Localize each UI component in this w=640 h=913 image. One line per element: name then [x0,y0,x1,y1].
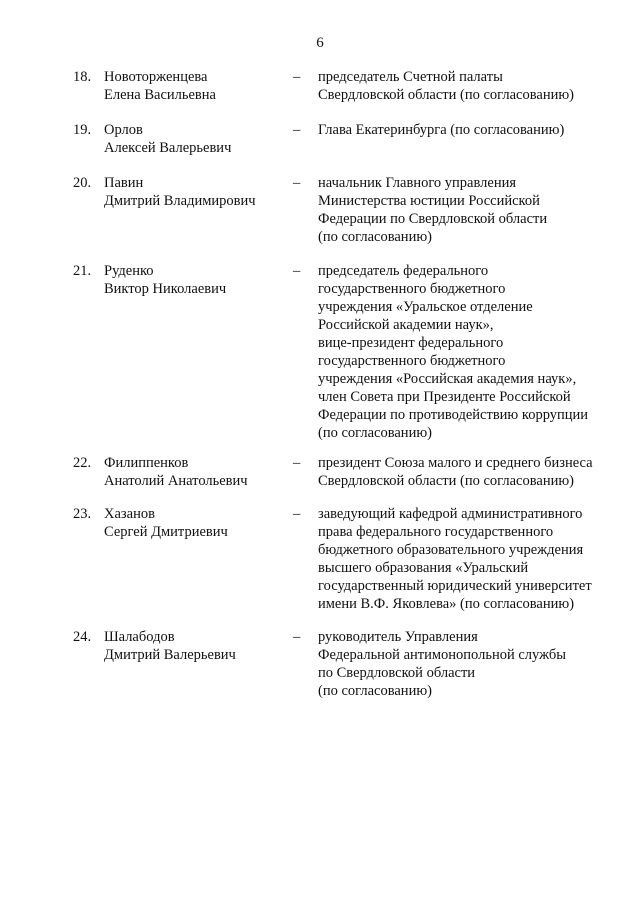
member-given-names: Виктор Николаевич [104,281,227,297]
member-surname: Павин [104,175,144,191]
position-line: государственного бюджетного [318,281,506,297]
member-name [104,121,284,157]
member-position [318,174,618,246]
member-given-names: Дмитрий Владимирович [104,193,256,209]
position-line: Глава Екатеринбурга (по согласованию) [318,122,565,138]
member-position [318,121,618,139]
member-surname: Руденко [104,263,154,279]
member-surname: Шалабодов [104,629,175,645]
entry-dash: – [293,455,301,471]
entry-number: 21. [73,263,92,279]
position-line: Свердловской области (по согласованию) [318,473,575,489]
position-line: заведующий кафедрой административного [318,506,583,522]
member-given-names: Анатолий Анатольевич [104,473,248,489]
member-position [318,262,618,442]
position-line: имени В.Ф. Яковлева» (по согласованию) [318,596,575,612]
entry-dash: – [293,263,301,279]
entry-number: 18. [73,69,92,85]
entry-number: 23. [73,506,92,522]
position-line: государственный юридический университет [318,578,592,594]
position-line: Федерации по противодействию коррупции [318,407,589,423]
member-given-names: Алексей Валерьевич [104,140,232,156]
position-line: президент Союза малого и среднего бизнеса [318,455,593,471]
position-line: Министерства юстиции Российской [318,193,540,209]
member-position [318,628,618,700]
member-position [318,454,618,490]
position-line: вице-президент федерального [318,335,504,351]
member-name [104,174,284,210]
entry-number: 20. [73,175,92,191]
member-given-names: Елена Васильевна [104,87,216,103]
page-number: 6 [316,35,324,51]
position-line: член Совета при Президенте Российской [318,389,571,405]
entry-dash: – [293,69,301,85]
member-position [318,505,618,613]
position-line: Свердловской области (по согласованию) [318,87,575,103]
member-position [318,68,618,104]
position-line: высшего образования «Уральский [318,560,529,576]
position-line: руководитель Управления [318,629,478,645]
position-line: (по согласованию) [318,229,432,245]
entry-number: 24. [73,629,92,645]
position-line: председатель федерального [318,263,489,279]
position-line: (по согласованию) [318,683,432,699]
member-given-names: Дмитрий Валерьевич [104,647,236,663]
member-given-names: Сергей Дмитриевич [104,524,228,540]
position-line: Российской академии наук», [318,317,494,333]
position-line: учреждения «Российская академия наук», [318,371,577,387]
entry-dash: – [293,506,301,522]
position-line: Федерации по Свердловской области [318,211,548,227]
entry-number: 22. [73,455,92,471]
entry-dash: – [293,175,301,191]
entry-dash: – [293,629,301,645]
member-surname: Новоторженцева [104,69,208,85]
member-name [104,68,284,104]
position-line: бюджетного образовательного учреждения [318,542,584,558]
member-name [104,505,284,541]
position-line: права федерального государственного [318,524,554,540]
position-line: учреждения «Уральское отделение [318,299,533,315]
position-line: по Свердловской области [318,665,476,681]
member-surname: Филиппенков [104,455,189,471]
position-line: начальник Главного управления [318,175,517,191]
position-line: (по согласованию) [318,425,432,441]
member-name [104,262,284,298]
member-name [104,454,284,490]
member-surname: Хазанов [104,506,155,522]
position-line: государственного бюджетного [318,353,506,369]
entry-number: 19. [73,122,92,138]
entry-dash: – [293,122,301,138]
position-line: Федеральной антимонопольной службы [318,647,567,663]
position-line: председатель Счетной палаты [318,69,503,85]
member-surname: Орлов [104,122,143,138]
member-name [104,628,284,664]
